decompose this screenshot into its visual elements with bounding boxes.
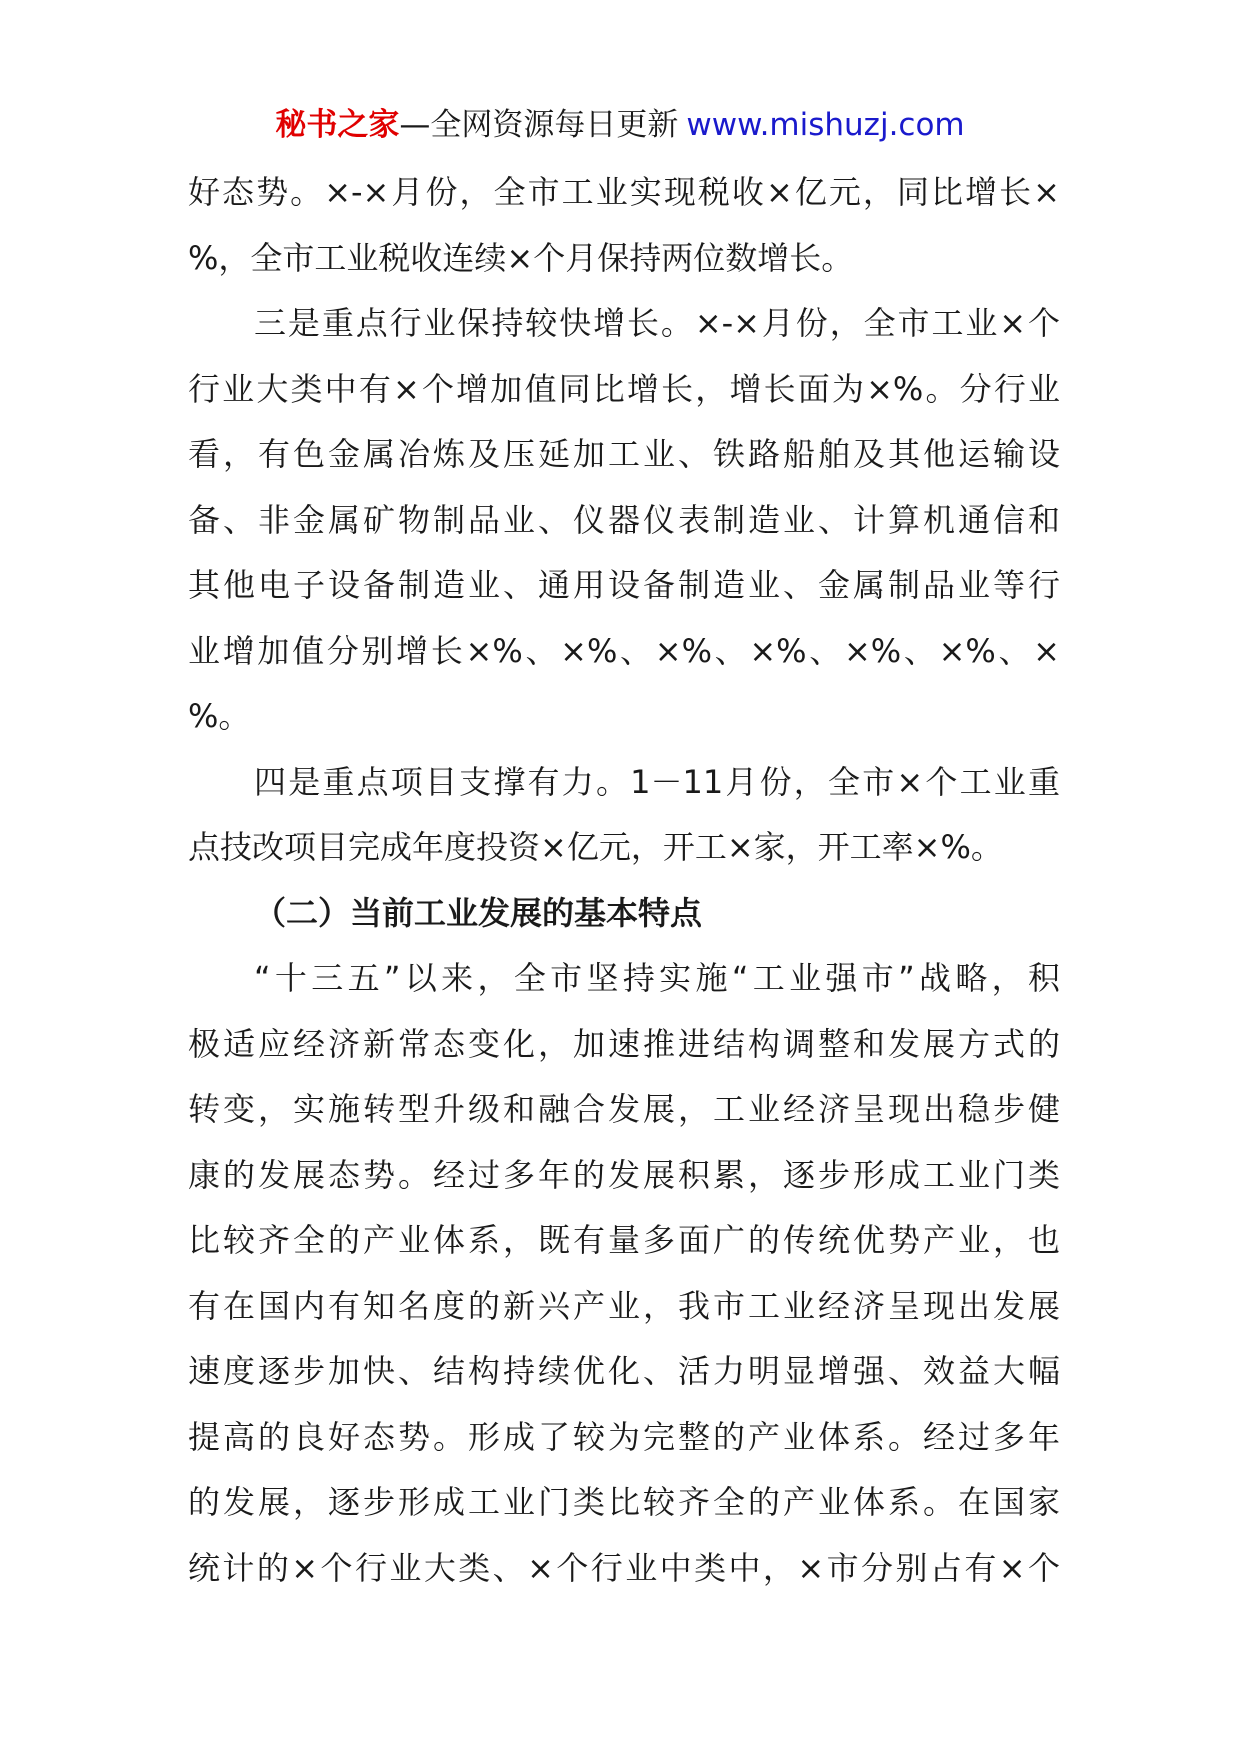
document-body (188, 160, 1060, 1601)
header-slogan: 全网资源每日更新 (430, 107, 679, 143)
text-line: 速度逐步加快、结构持续优化、活力明显增强、效益大幅 (188, 1352, 1060, 1390)
text-line: 有在国内有知名度的新兴产业，我市工业经济呈现出发展 (188, 1286, 1060, 1325)
text-line: 行业大类中有×个增加值同比增长，增长面为×%。分行业 (188, 369, 1060, 408)
text-line: 其他电子设备制造业、通用设备制造业、金属制品业等行 (188, 566, 1060, 604)
text-line: “十三五”以来，全市坚持实施“工业强市”战略，积 (254, 959, 1060, 997)
text-line: 业增加值分别增长×%、×%、×%、×%、×%、×%、× (188, 631, 1060, 670)
text-line: 好态势。×-×月份，全市工业实现税收×亿元，同比增长× (188, 173, 1060, 211)
section-heading: （二）当前工业发展的基本特点 (254, 893, 703, 932)
brand-name: 秘书之家 (275, 107, 400, 143)
text-line: 备、非金属矿物制品业、仪器仪表制造业、计算机通信和 (188, 500, 1060, 539)
site-header (0, 103, 1240, 147)
text-line: 比较齐全的产业体系，既有量多面广的传统优势产业，也 (188, 1221, 1060, 1259)
text-line: 统计的×个行业大类、×个行业中类中，×市分别占有×个 (188, 1548, 1060, 1587)
text-line: 康的发展态势。经过多年的发展积累，逐步形成工业门类 (188, 1155, 1060, 1194)
text-line: 三是重点行业保持较快增长。×-×月份，全市工业×个 (254, 304, 1060, 342)
text-line: 点技改项目完成年度投资×亿元，开工×家，开工率×%。 (188, 828, 1003, 866)
text-line: 四是重点项目支撑有力。1－11月份，全市×个工业重 (254, 762, 1060, 801)
text-line: 看，有色金属冶炼及压延加工业、铁路船舶及其他运输设 (188, 435, 1060, 473)
text-line: %，全市工业税收连续×个月保持两位数增长。 (188, 238, 854, 277)
header-dash: — (399, 107, 431, 143)
text-line: 转变，实施转型升级和融合发展，工业经济呈现出稳步健 (188, 1090, 1060, 1128)
text-line: %。 (188, 697, 251, 735)
site-url-link[interactable]: www.mishuzj.com (686, 107, 965, 143)
text-line: 提高的良好态势。形成了较为完整的产业体系。经过多年 (188, 1417, 1060, 1456)
text-line: 极适应经济新常态变化，加速推进结构调整和发展方式的 (188, 1024, 1060, 1063)
text-line: 的发展，逐步形成工业门类比较齐全的产业体系。在国家 (188, 1483, 1060, 1521)
